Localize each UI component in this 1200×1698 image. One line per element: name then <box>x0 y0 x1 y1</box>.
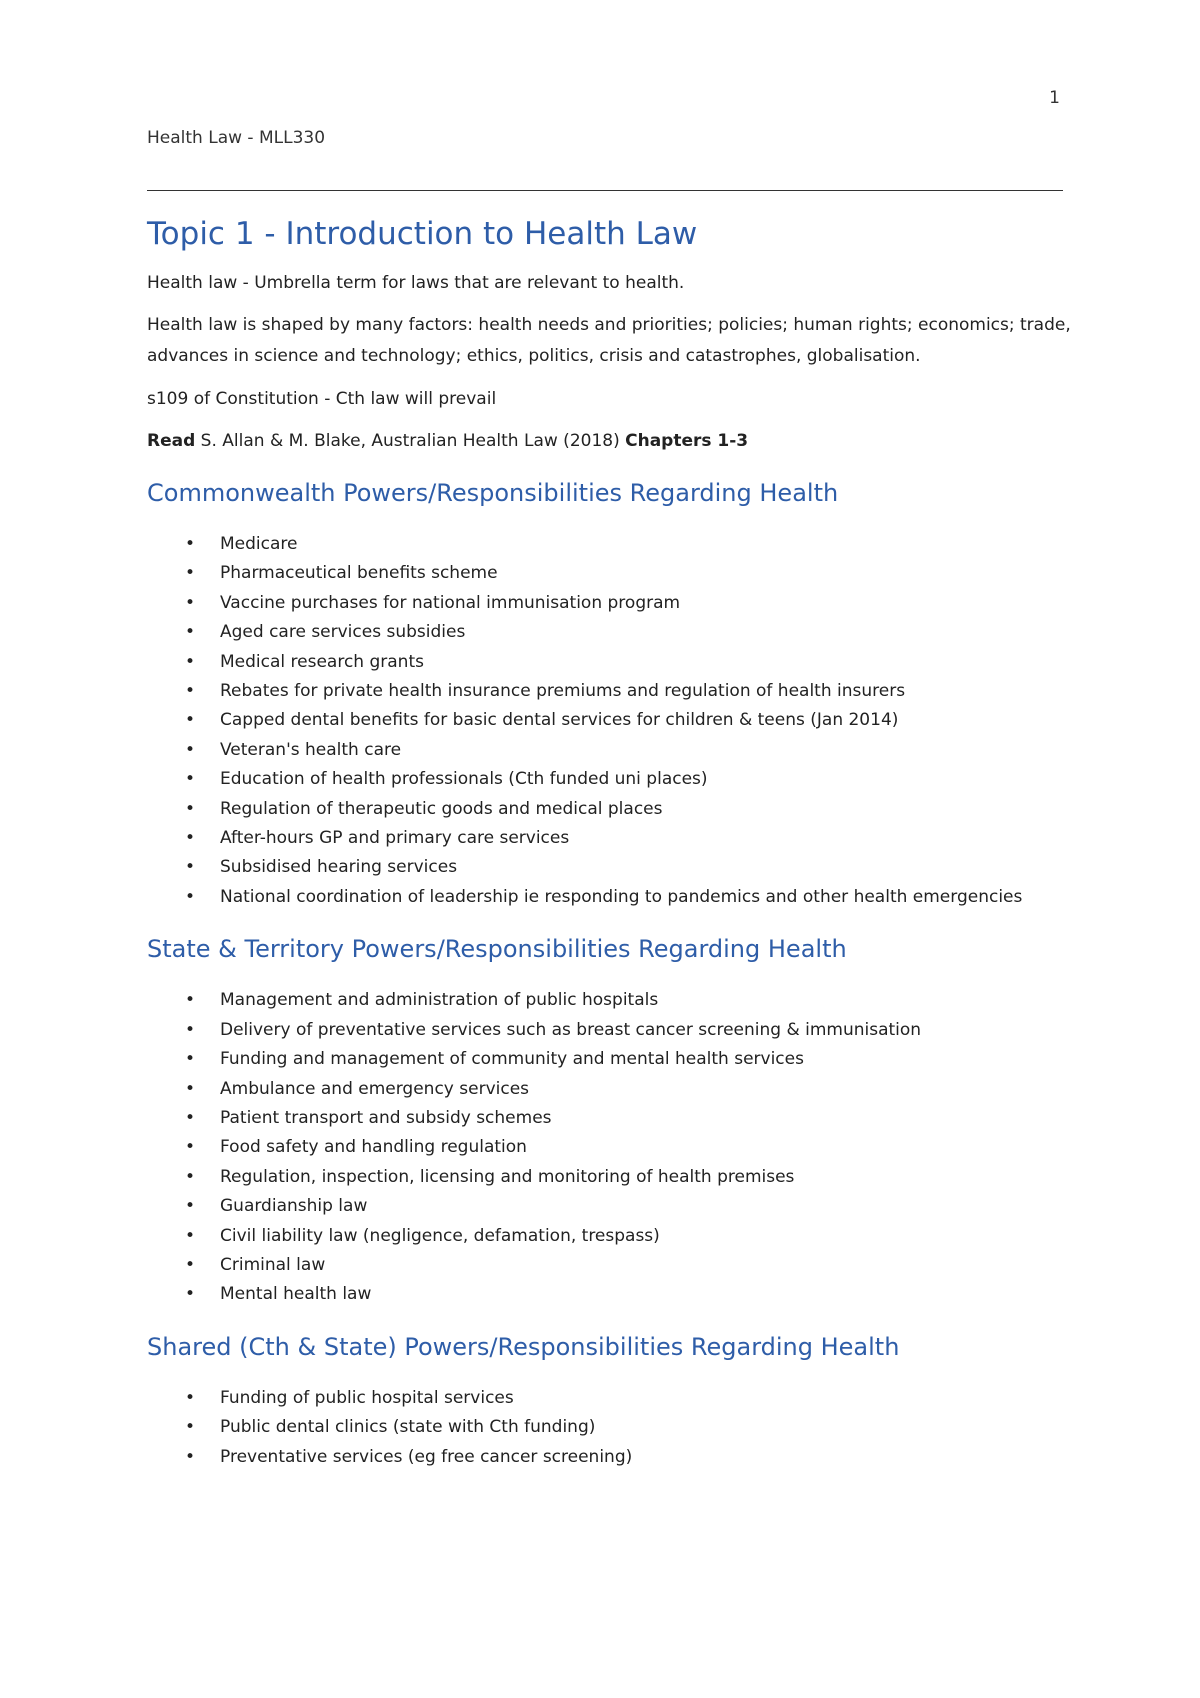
list-item-text: After-hours GP and primary care services <box>220 828 570 849</box>
list-item-text: Public dental clinics (state with Cth funding) <box>220 1417 596 1438</box>
list-item <box>147 1192 1077 1221</box>
document-header: Health Law - MLL330 <box>147 128 326 148</box>
list-item-text: Vaccine purchases for national immunisation program <box>220 592 681 613</box>
list-item <box>147 1384 1077 1413</box>
bullet-icon: • <box>185 1078 196 1099</box>
bullet-icon: • <box>185 739 196 760</box>
section-heading-commonwealth: Commonwealth Powers/Responsibilities Regarding Health <box>147 479 839 507</box>
document-body <box>147 210 1077 1472</box>
list-item-text: Ambulance and emergency services <box>220 1078 530 1099</box>
list-item-text: Regulation, inspection, licensing and monitoring of health premises <box>220 1166 795 1187</box>
bullet-icon: • <box>185 1254 196 1275</box>
bullet-icon: • <box>185 990 196 1011</box>
list-item <box>147 1443 1077 1472</box>
list-item <box>147 1104 1077 1133</box>
bullet-icon: • <box>185 681 196 702</box>
bullet-icon: • <box>185 534 196 554</box>
bullet-icon: • <box>185 1196 196 1217</box>
list-item-text: Rebates for private health insurance premiums and regulation of health insurers <box>220 681 906 702</box>
bullet-icon: • <box>185 1387 196 1408</box>
list-item <box>147 1163 1077 1192</box>
list-item-text: Medical research grants <box>220 651 424 672</box>
list-item <box>147 824 1077 853</box>
list-item <box>147 1075 1077 1104</box>
list-item <box>147 1016 1077 1045</box>
list-item-text: Civil liability law (negligence, defamation, trespass) <box>220 1225 660 1246</box>
list-item <box>147 1280 1077 1309</box>
list-item-text: Funding and management of community and mental health services <box>220 1049 804 1070</box>
factors-paragraph: Health law is shaped by many factors: health needs and priorities; policies; human rights; economics; trade, advances in science and technology; ethics, politics, crisis and catastrophes, globalisation. <box>147 315 1071 366</box>
state-territory-list <box>147 986 1077 1309</box>
list-item <box>147 677 1077 706</box>
list-item <box>147 853 1077 882</box>
reading-citation: S. Allan & M. Blake, Australian Health Law (2018) <box>195 431 626 451</box>
bullet-icon: • <box>185 828 196 849</box>
constitution-paragraph: s109 of Constitution - Cth law will prevail <box>147 389 497 409</box>
bullet-icon: • <box>185 622 196 643</box>
list-item-text: Patient transport and subsidy schemes <box>220 1107 552 1128</box>
list-item <box>147 648 1077 677</box>
bullet-icon: • <box>185 651 196 672</box>
list-item <box>147 986 1077 1015</box>
list-item-text: Aged care services subsidies <box>220 622 466 643</box>
bullet-icon: • <box>185 1417 196 1438</box>
list-item-text: Education of health professionals (Cth funded uni places) <box>220 769 708 790</box>
bullet-icon: • <box>185 710 196 731</box>
reading-paragraph <box>147 426 1077 456</box>
page-number: 1 <box>1049 88 1060 108</box>
list-item-text: Veteran's health care <box>220 739 402 760</box>
list-item-text: Management and administration of public hospitals <box>220 990 659 1011</box>
list-item-text: Subsidised hearing services <box>220 857 458 878</box>
list-item-text: Mental health law <box>220 1284 372 1305</box>
reading-chapters: Chapters 1-3 <box>625 431 749 451</box>
bullet-icon: • <box>185 1019 196 1040</box>
list-item-text: Capped dental benefits for basic dental services for children & teens (Jan 2014) <box>220 710 899 731</box>
list-item-text: Guardianship law <box>220 1196 368 1217</box>
list-item-text: Funding of public hospital services <box>220 1387 514 1408</box>
bullet-icon: • <box>185 563 196 584</box>
bullet-icon: • <box>185 1166 196 1187</box>
list-item <box>147 589 1077 618</box>
bullet-icon: • <box>185 1225 196 1246</box>
definition-paragraph: Health law - Umbrella term for laws that are relevant to health. <box>147 273 685 293</box>
bullet-icon: • <box>185 1107 196 1128</box>
section-heading-shared: Shared (Cth & State) Powers/Responsibilities Regarding Health <box>147 1332 900 1361</box>
bullet-icon: • <box>185 1049 196 1070</box>
list-item-text: Regulation of therapeutic goods and medical places <box>220 798 663 819</box>
list-item-text: Medicare <box>220 534 298 554</box>
list-item <box>147 795 1077 824</box>
list-item-text: Criminal law <box>220 1254 326 1275</box>
bullet-icon: • <box>185 592 196 613</box>
commonwealth-list <box>147 530 1077 912</box>
list-item <box>147 1413 1077 1442</box>
list-item <box>147 530 1077 559</box>
header-divider <box>147 190 1063 191</box>
bullet-icon: • <box>185 1446 196 1467</box>
bullet-icon: • <box>185 798 196 819</box>
list-item <box>147 1045 1077 1074</box>
list-item <box>147 736 1077 765</box>
reading-label: Read <box>147 431 196 451</box>
shared-list <box>147 1384 1077 1472</box>
list-item-text: Delivery of preventative services such as breast cancer screening & immunisation <box>220 1019 922 1040</box>
list-item-text: Food safety and handling regulation <box>220 1137 527 1158</box>
list-item <box>147 618 1077 647</box>
list-item <box>147 706 1077 735</box>
bullet-icon: • <box>185 1284 196 1305</box>
list-item <box>147 883 1077 912</box>
bullet-icon: • <box>185 769 196 790</box>
list-item-text: Preventative services (eg free cancer screening) <box>220 1446 633 1467</box>
bullet-icon: • <box>185 886 196 907</box>
list-item <box>147 559 1077 588</box>
list-item <box>147 1133 1077 1162</box>
list-item <box>147 765 1077 794</box>
list-item <box>147 1222 1077 1251</box>
bullet-icon: • <box>185 857 196 878</box>
list-item-text: Pharmaceutical benefits scheme <box>220 563 498 584</box>
section-heading-state-territory: State & Territory Powers/Responsibilities Regarding Health <box>147 935 847 964</box>
list-item-text: National coordination of leadership ie responding to pandemics and other health emergencies <box>220 886 1023 907</box>
bullet-icon: • <box>185 1137 196 1158</box>
list-item <box>147 1251 1077 1280</box>
page-title: Topic 1 - Introduction to Health Law <box>147 216 698 252</box>
